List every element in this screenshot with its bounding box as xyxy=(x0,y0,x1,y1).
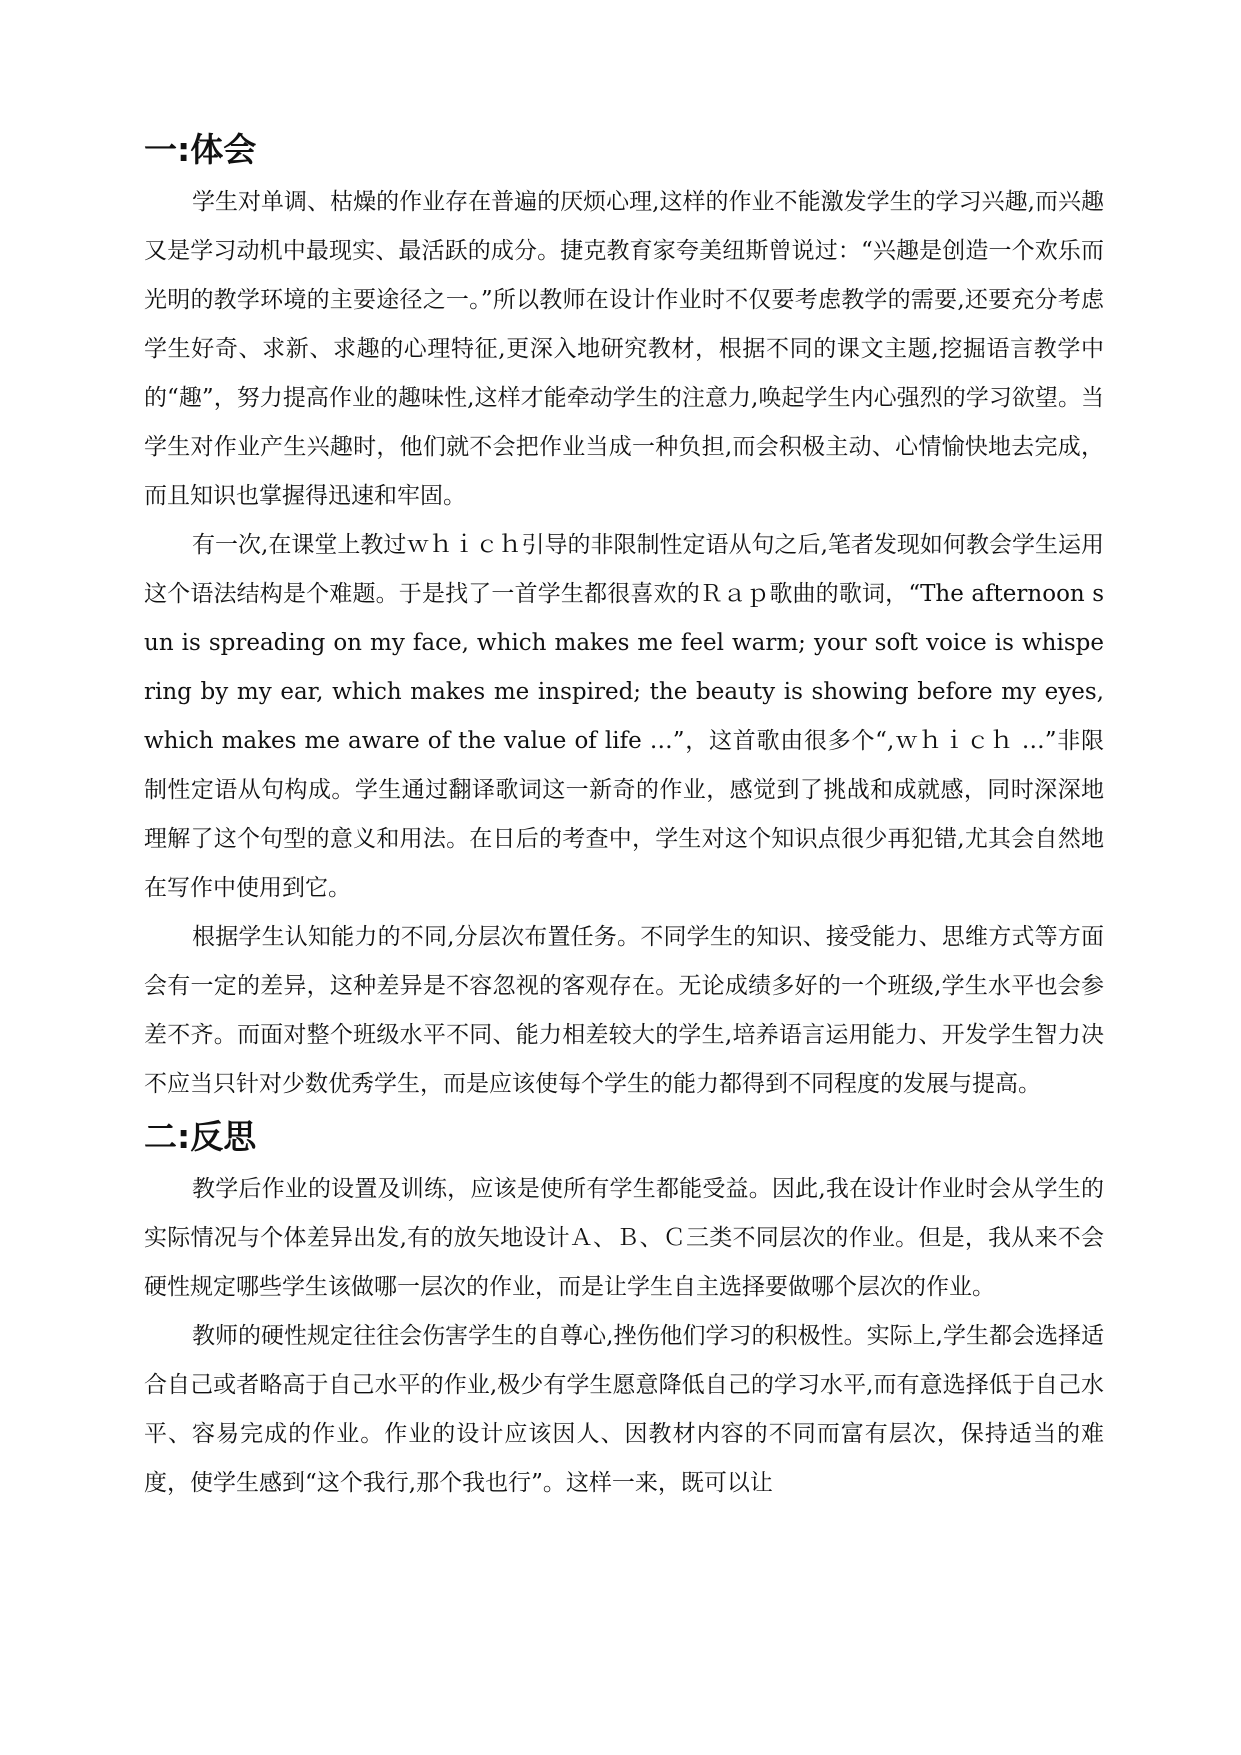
section-heading: 一:体会 xyxy=(144,130,257,169)
paragraph: 根据学生认知能力的不同,分层次布置任务。不同学生的知识、接受能力、思维方式等方面会有一定的差异，这种差异是不容忽视的客观存在。无论成绩多好的一个班级,学生水平也会参差不齐。而面对整个班级水平不同、能力相差较大的学生,培养语言运用能力、开发学生智力决不应当只针对少数优秀学生，而是应该使每个学生的能力都得到不同程度的发展与提高。 xyxy=(144,924,1104,1097)
section-experience xyxy=(144,128,1104,1109)
paragraph: 教师的硬性规定往往会伤害学生的自尊心,挫伤他们学习的积极性。实际上,学生都会选择适合自己或者略高于自己水平的作业,极少有学生愿意降低自己的学习水平,而有意选择低于自己水平、容易完成的作业。作业的设计应该因人、因教材内容的不同而富有层次，保持适当的难度，使学生感到“这个我行,那个我也行”。这样一来，既可以让 xyxy=(144,1323,1104,1496)
paragraph: 教学后作业的设置及训练，应该是使所有学生都能受益。因此,我在设计作业时会从学生的实际情况与个体差异出发,有的放矢地设计Ａ、Ｂ、Ｃ三类不同层次的作业。但是，我从来不会硬性规定哪些学生该做哪一层次的作业，而是让学生自主选择要做哪个层次的作业。 xyxy=(144,1176,1104,1300)
document-body xyxy=(144,128,1104,1508)
paragraph: 学生对单调、枯燥的作业存在普遍的厌烦心理,这样的作业不能激发学生的学习兴趣,而兴趣又是学习动机中最现实、最活跃的成分。捷克教育家夸美纽斯曾说过：“兴趣是创造一个欢乐而光明的教学环境的主要途径之一。”所以教师在设计作业时不仅要考虑教学的需要,还要充分考虑学生好奇、求新、求趣的心理特征,更深入地研究教材，根据不同的课文主题,挖掘语言教学中的“趣”，努力提高作业的趣味性,这样才能牵动学生的注意力,唤起学生内心强烈的学习欲望。当学生对作业产生兴趣时，他们就不会把作业当成一种负担,而会积极主动、心情愉快地去完成，而且知识也掌握得迅速和牢固。 xyxy=(144,189,1104,509)
section-reflection xyxy=(144,1115,1104,1508)
section-heading: 二:反思 xyxy=(144,1117,257,1156)
paragraph: 有一次,在课堂上教过ｗｈｉｃｈ引导的非限制性定语从句之后,笔者发现如何教会学生运用这个语法结构是个难题。于是找了一首学生都很喜欢的Ｒａｐ歌曲的歌词，“The afternoon sun is spreading on my face, which makes me feel warm; your soft voice is whispering by my ear, which makes me inspired; the beauty is showing before my eyes, which makes me aware of the value of life …”，这首歌由很多个“,ｗｈｉｃｈ …”非限制性定语从句构成。学生通过翻译歌词这一新奇的作业，感觉到了挑战和成就感，同时深深地理解了这个句型的意义和用法。在日后的考查中，学生对这个知识点很少再犯错,尤其会自然地在写作中使用到它。 xyxy=(144,532,1104,901)
